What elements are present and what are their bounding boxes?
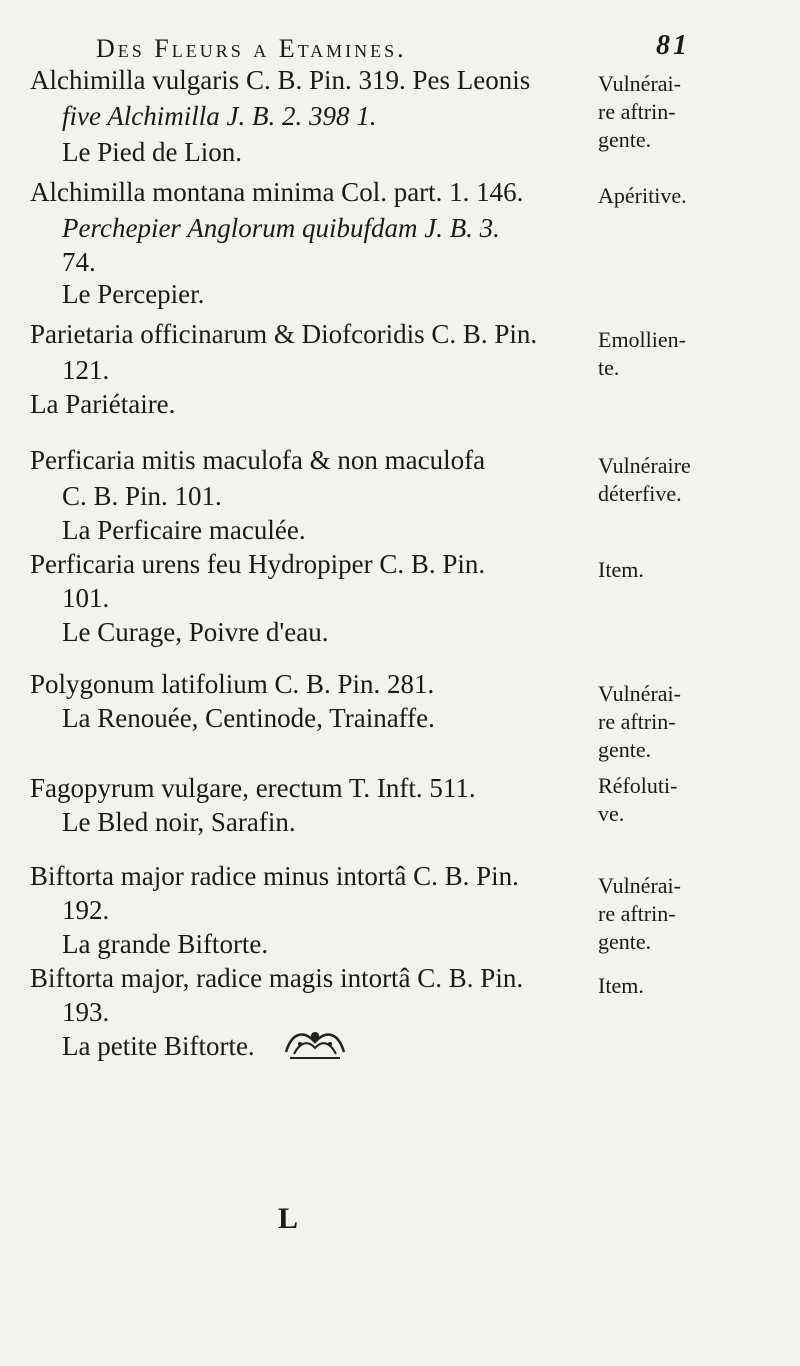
property-note-line: ve. [598,801,625,826]
property-note [598,452,798,508]
latin-name-line: Biftorta major, radice magis intortâ C. B. Pin. [30,963,524,993]
latin-name-line: Parietaria officinarum & Diofcoridis C. B. Pin. [30,319,538,349]
property-note [598,70,798,154]
property-note-line: Vulnéraire [598,453,691,478]
latin-name-line: C. B. Pin. 101. [62,481,222,511]
property-note [598,972,798,1000]
latin-name-line: 101. [62,583,110,613]
latin-name-line: 192. [62,895,110,925]
french-name: La Perficaire maculée. [62,515,306,545]
french-name: Le Pied de Lion. [62,137,242,167]
french-name: La petite Biftorte. [62,1031,255,1061]
property-note [598,680,798,764]
french-name: Le Curage, Poivre d'eau. [62,617,329,647]
property-note-line: gente. [598,127,652,152]
signature-mark: L [278,1202,299,1235]
latin-name-line: Biftorta major radice minus intortâ C. B. Pin. [30,861,519,891]
property-note [598,326,798,382]
ornament-icon [282,1022,348,1062]
property-note [598,182,798,210]
french-name: La Pariétaire. [30,389,176,419]
property-note [598,872,798,956]
property-note-line: gente. [598,929,652,954]
property-note-line: Apéritive. [598,183,687,208]
property-note-line: re aftrin- [598,709,676,734]
french-name: Le Percepier. [62,279,205,309]
property-note-line: Réfoluti- [598,773,678,798]
latin-name-line: five Alchimilla J. B. 2. 398 1. [62,101,377,131]
latin-name-line: Alchimilla vulgaris C. B. Pin. 319. Pes Leonis [30,65,531,95]
property-note-line: gente. [598,737,652,762]
property-note-line: Item. [598,557,644,582]
header-title: Des Fleurs a Etamines. [96,34,407,63]
latin-name-line: Perficaria urens feu Hydropiper C. B. Pin. [30,549,486,579]
french-name: La grande Biftorte. [62,929,269,959]
latin-name-line: Fagopyrum vulgare, erectum T. Inft. 511. [30,773,476,803]
latin-name-line: 74. [62,247,96,277]
property-note-line: te. [598,355,620,380]
property-note-line: re aftrin- [598,99,676,124]
running-header [96,30,690,64]
french-name: La Renouée, Centinode, Trainaffe. [62,703,435,733]
property-note-line: Emollien- [598,327,686,352]
latin-name-line: 193. [62,997,110,1027]
latin-name-line: Perchepier Anglorum quibufdam J. B. 3. [62,213,500,243]
property-note-line: Vulnérai- [598,873,681,898]
property-note-line: Item. [598,973,644,998]
latin-name-line: Perficaria mitis maculofa & non maculofa [30,445,486,475]
page-number: 81 [656,30,690,61]
latin-name-line: Alchimilla montana minima Col. part. 1. 146. [30,177,524,207]
property-note-line: déterfive. [598,481,682,506]
latin-name-line: Polygonum latifolium C. B. Pin. 281. [30,669,435,699]
latin-name-line: 121. [62,355,110,385]
property-note-line: Vulnérai- [598,71,681,96]
property-note-line: re aftrin- [598,901,676,926]
property-note-line: Vulnérai- [598,681,681,706]
property-note [598,556,798,584]
property-note [598,772,798,828]
french-name: Le Bled noir, Sarafin. [62,807,296,837]
